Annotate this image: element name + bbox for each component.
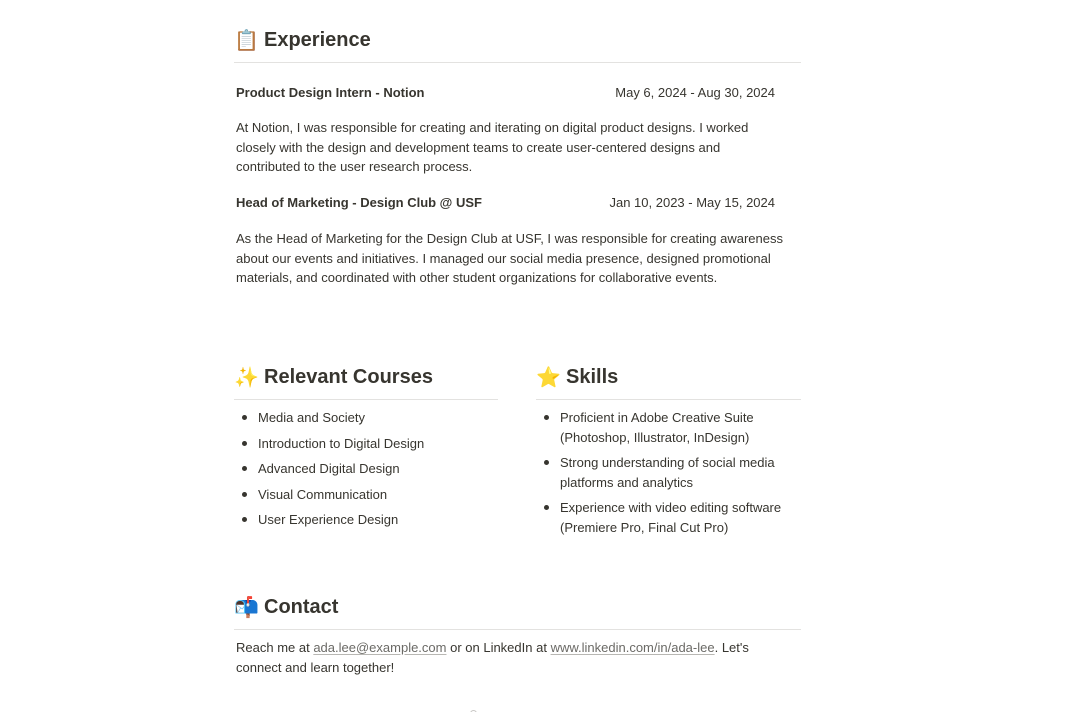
contact-text-middle: or on LinkedIn at [446,640,551,655]
skills-heading-label: Skills [566,365,619,388]
contact-text-after: . Let's connect and learn together! [236,640,749,675]
job-title-2: Head of Marketing - Design Club @ USF [236,195,482,210]
list-item: Strong understanding of social media platforms and analytics [538,453,800,492]
job-description-2: As the Head of Marketing for the Design Club at USF, I was responsible for creating awareness about our events and initiatives. I managed our social media presence, designed promotional materials, and coordinated with other student organizations for collaborative events. [236,231,783,285]
clipboard-icon: 📋 [234,28,259,52]
contact-paragraph [236,638,788,677]
list-item: Advanced Digital Design [236,459,498,485]
courses-divider [234,399,498,400]
experience-heading [234,28,371,52]
courses-list [236,408,498,536]
list-item: Media and Society [236,408,498,434]
list-item: User Experience Design [236,510,498,536]
job-description-1: At Notion, I was responsible for creating and iterating on digital product designs. I worked closely with the design and development teams to create user-centered designs and contributed to the user research process. [236,120,749,174]
job-dates-1: May 6, 2024 - Aug 30, 2024 [615,85,775,100]
courses-heading [234,365,433,389]
linkedin-link[interactable]: www.linkedin.com/in/ada-lee [550,640,715,655]
skills-list [538,408,800,543]
skills-heading [536,365,618,389]
list-item: Proficient in Adobe Creative Suite (Photoshop, Illustrator, InDesign) [538,408,800,447]
experience-heading-label: Experience [264,28,371,51]
list-item: Experience with video editing software (Premiere Pro, Final Cut Pro) [538,498,800,537]
list-item: Introduction to Digital Design [236,434,498,460]
star-icon: ⭐ [536,365,561,389]
job-title-1: Product Design Intern - Notion [236,85,425,100]
email-link[interactable]: ada.lee@example.com [313,640,447,655]
experience-divider [234,62,801,63]
contact-heading [234,595,338,619]
contact-text-before: Reach me at [236,640,314,655]
courses-heading-label: Relevant Courses [264,365,433,388]
contact-divider [234,629,801,630]
contact-heading-label: Contact [264,595,339,618]
sparkles-icon: ✨ [234,365,259,389]
skills-divider [536,399,801,400]
footer-decoration [470,704,550,712]
job-dates-2: Jan 10, 2023 - May 15, 2024 [609,195,775,210]
list-item: Visual Communication [236,485,498,511]
mailbox-icon: 📬 [234,595,259,619]
